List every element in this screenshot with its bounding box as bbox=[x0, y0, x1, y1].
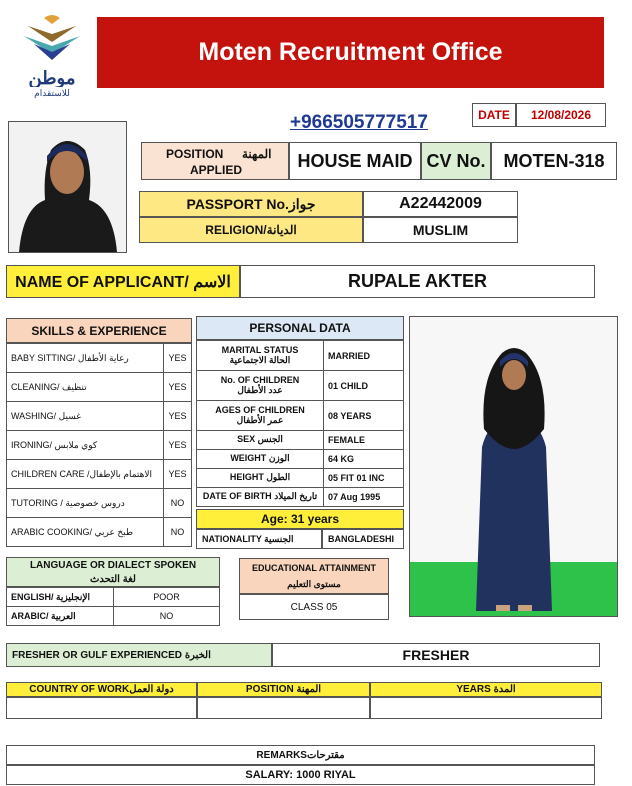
personal-label bbox=[197, 450, 324, 469]
personal-row bbox=[197, 341, 404, 371]
personal-label-ar: عمر الأطفال bbox=[236, 414, 284, 425]
skill-value: YES bbox=[164, 460, 192, 489]
personal-label-en: MARITAL STATUS bbox=[221, 344, 299, 355]
personal-value: FEMALE bbox=[324, 431, 404, 450]
education-header bbox=[239, 558, 389, 594]
date-label: DATE bbox=[472, 103, 516, 127]
logo-text: موطن bbox=[28, 69, 76, 87]
nationality-value: BANGLADESHI bbox=[322, 529, 404, 549]
work-col-position: POSITION المهنة bbox=[197, 682, 370, 697]
personal-value: 08 YEARS bbox=[324, 401, 404, 431]
language-value: NO bbox=[114, 607, 220, 626]
cv-value: MOTEN-318 bbox=[491, 142, 617, 180]
work-row-country bbox=[6, 697, 197, 719]
position-label-line1: POSITION bbox=[166, 147, 224, 161]
position-label-line2: APPLIED bbox=[190, 163, 243, 177]
position-label-cell bbox=[141, 142, 289, 180]
personal-label-en: SEX الجنس bbox=[237, 434, 283, 445]
applicant-name-label: NAME OF APPLICANT/ الاسم bbox=[6, 265, 240, 298]
office-title: Moten Recruitment Office bbox=[97, 17, 604, 88]
cv-label: CV No. bbox=[421, 142, 491, 180]
company-logo bbox=[14, 12, 90, 98]
skill-row bbox=[7, 431, 192, 460]
personal-label-en: DATE OF BIRTH تاريخ الميلاد bbox=[202, 491, 318, 502]
language-label: ENGLISH/ الإنجليزية bbox=[7, 588, 114, 607]
nationality-label: NATIONALITY الجنسية bbox=[196, 529, 322, 549]
skill-value: YES bbox=[164, 402, 192, 431]
education-value: CLASS 05 bbox=[239, 594, 389, 620]
religion-label: RELIGION/الديانة bbox=[139, 217, 363, 243]
skills-table bbox=[6, 343, 192, 547]
skill-label: BABY SITTING/ رعاية الأطفال bbox=[7, 344, 164, 373]
skill-row bbox=[7, 460, 192, 489]
language-row bbox=[7, 588, 220, 607]
position-value: HOUSE MAID bbox=[289, 142, 421, 180]
logo-mark bbox=[14, 12, 90, 64]
passport-label: PASSPORT No.جواز bbox=[139, 191, 363, 217]
education-header-en: EDUCATIONAL ATTAINMENT bbox=[252, 563, 376, 573]
personal-row bbox=[197, 488, 404, 507]
position-label-ar: المهنة bbox=[242, 147, 272, 161]
personal-row bbox=[197, 371, 404, 401]
skill-value: YES bbox=[164, 431, 192, 460]
personal-value: 07 Aug 1995 bbox=[324, 488, 404, 507]
skill-value: YES bbox=[164, 344, 192, 373]
language-value: POOR bbox=[114, 588, 220, 607]
skill-label: WASHING/ غسيل bbox=[7, 402, 164, 431]
skills-header: SKILLS & EXPERIENCE bbox=[6, 318, 192, 343]
language-header bbox=[6, 557, 220, 587]
personal-label bbox=[197, 401, 324, 431]
personal-value: 05 FIT 01 INC bbox=[324, 469, 404, 488]
work-col-country: COUNTRY OF WORKدولة العمل bbox=[6, 682, 197, 697]
personal-label-en: HEIGHT الطول bbox=[229, 472, 291, 483]
work-row-years bbox=[370, 697, 602, 719]
education-header-ar: مستوى التعليم bbox=[287, 578, 341, 589]
passport-value: A22442009 bbox=[363, 191, 518, 217]
remarks-label: REMARKSمقترحات bbox=[6, 745, 595, 765]
skill-label: ARABIC COOKING/ طبخ عربي bbox=[7, 518, 164, 547]
personal-value: 64 KG bbox=[324, 450, 404, 469]
language-label: ARABIC/ العربية bbox=[7, 607, 114, 626]
personal-label-en: No. OF CHILDREN bbox=[220, 374, 300, 385]
date-value: 12/08/2026 bbox=[516, 103, 606, 127]
personal-row bbox=[197, 469, 404, 488]
personal-data-header: PERSONAL DATA bbox=[196, 316, 404, 340]
personal-label bbox=[197, 341, 324, 371]
skill-label: CHILDREN CARE /الاهتمام بالإطفال bbox=[7, 460, 164, 489]
personal-row bbox=[197, 431, 404, 450]
religion-value: MUSLIM bbox=[363, 217, 518, 243]
skill-label: TUTORING / دروس خصوصية bbox=[7, 489, 164, 518]
skill-label: CLEANING/ تنظيف bbox=[7, 373, 164, 402]
personal-label bbox=[197, 371, 324, 401]
personal-data-table bbox=[196, 340, 404, 507]
personal-label-ar: الحالة الاجتماعية bbox=[229, 354, 291, 365]
language-table bbox=[6, 587, 220, 626]
personal-label bbox=[197, 488, 324, 507]
work-row-position bbox=[197, 697, 370, 719]
personal-value: 01 CHILD bbox=[324, 371, 404, 401]
applicant-name-value: RUPALE AKTER bbox=[240, 265, 595, 298]
skill-row bbox=[7, 373, 192, 402]
work-col-years: YEARS المدة bbox=[370, 682, 602, 697]
salary-value: SALARY: 1000 RIYAL bbox=[6, 765, 595, 785]
personal-row bbox=[197, 450, 404, 469]
applicant-portrait-photo bbox=[8, 121, 127, 253]
personal-row bbox=[197, 401, 404, 431]
logo-subtext: للاستقدام bbox=[34, 87, 70, 98]
skill-value: YES bbox=[164, 373, 192, 402]
personal-label-en: AGES OF CHILDREN bbox=[215, 404, 305, 415]
skill-row bbox=[7, 402, 192, 431]
personal-label-ar: عدد الأطفال bbox=[237, 384, 283, 395]
experience-value: FRESHER bbox=[272, 643, 600, 667]
skill-label: IRONING/ كوي ملابس bbox=[7, 431, 164, 460]
personal-value: MARRIED bbox=[324, 341, 404, 371]
language-header-en: LANGUAGE OR DIALECT SPOKEN bbox=[29, 560, 197, 571]
language-header-ar: لغة التحدث bbox=[90, 574, 136, 585]
language-row bbox=[7, 607, 220, 626]
experience-label: FRESHER OR GULF EXPERIENCED الخبرة bbox=[6, 643, 272, 667]
skill-value: NO bbox=[164, 518, 192, 547]
phone-number[interactable]: +966505777517 bbox=[290, 112, 428, 133]
skill-row bbox=[7, 344, 192, 373]
skill-value: NO bbox=[164, 489, 192, 518]
personal-label-en: WEIGHT الوزن bbox=[230, 453, 290, 464]
personal-label bbox=[197, 469, 324, 488]
personal-label bbox=[197, 431, 324, 450]
skill-row bbox=[7, 489, 192, 518]
applicant-full-body-photo bbox=[409, 316, 618, 617]
skill-row bbox=[7, 518, 192, 547]
age-cell: Age: 31 years bbox=[196, 509, 404, 529]
